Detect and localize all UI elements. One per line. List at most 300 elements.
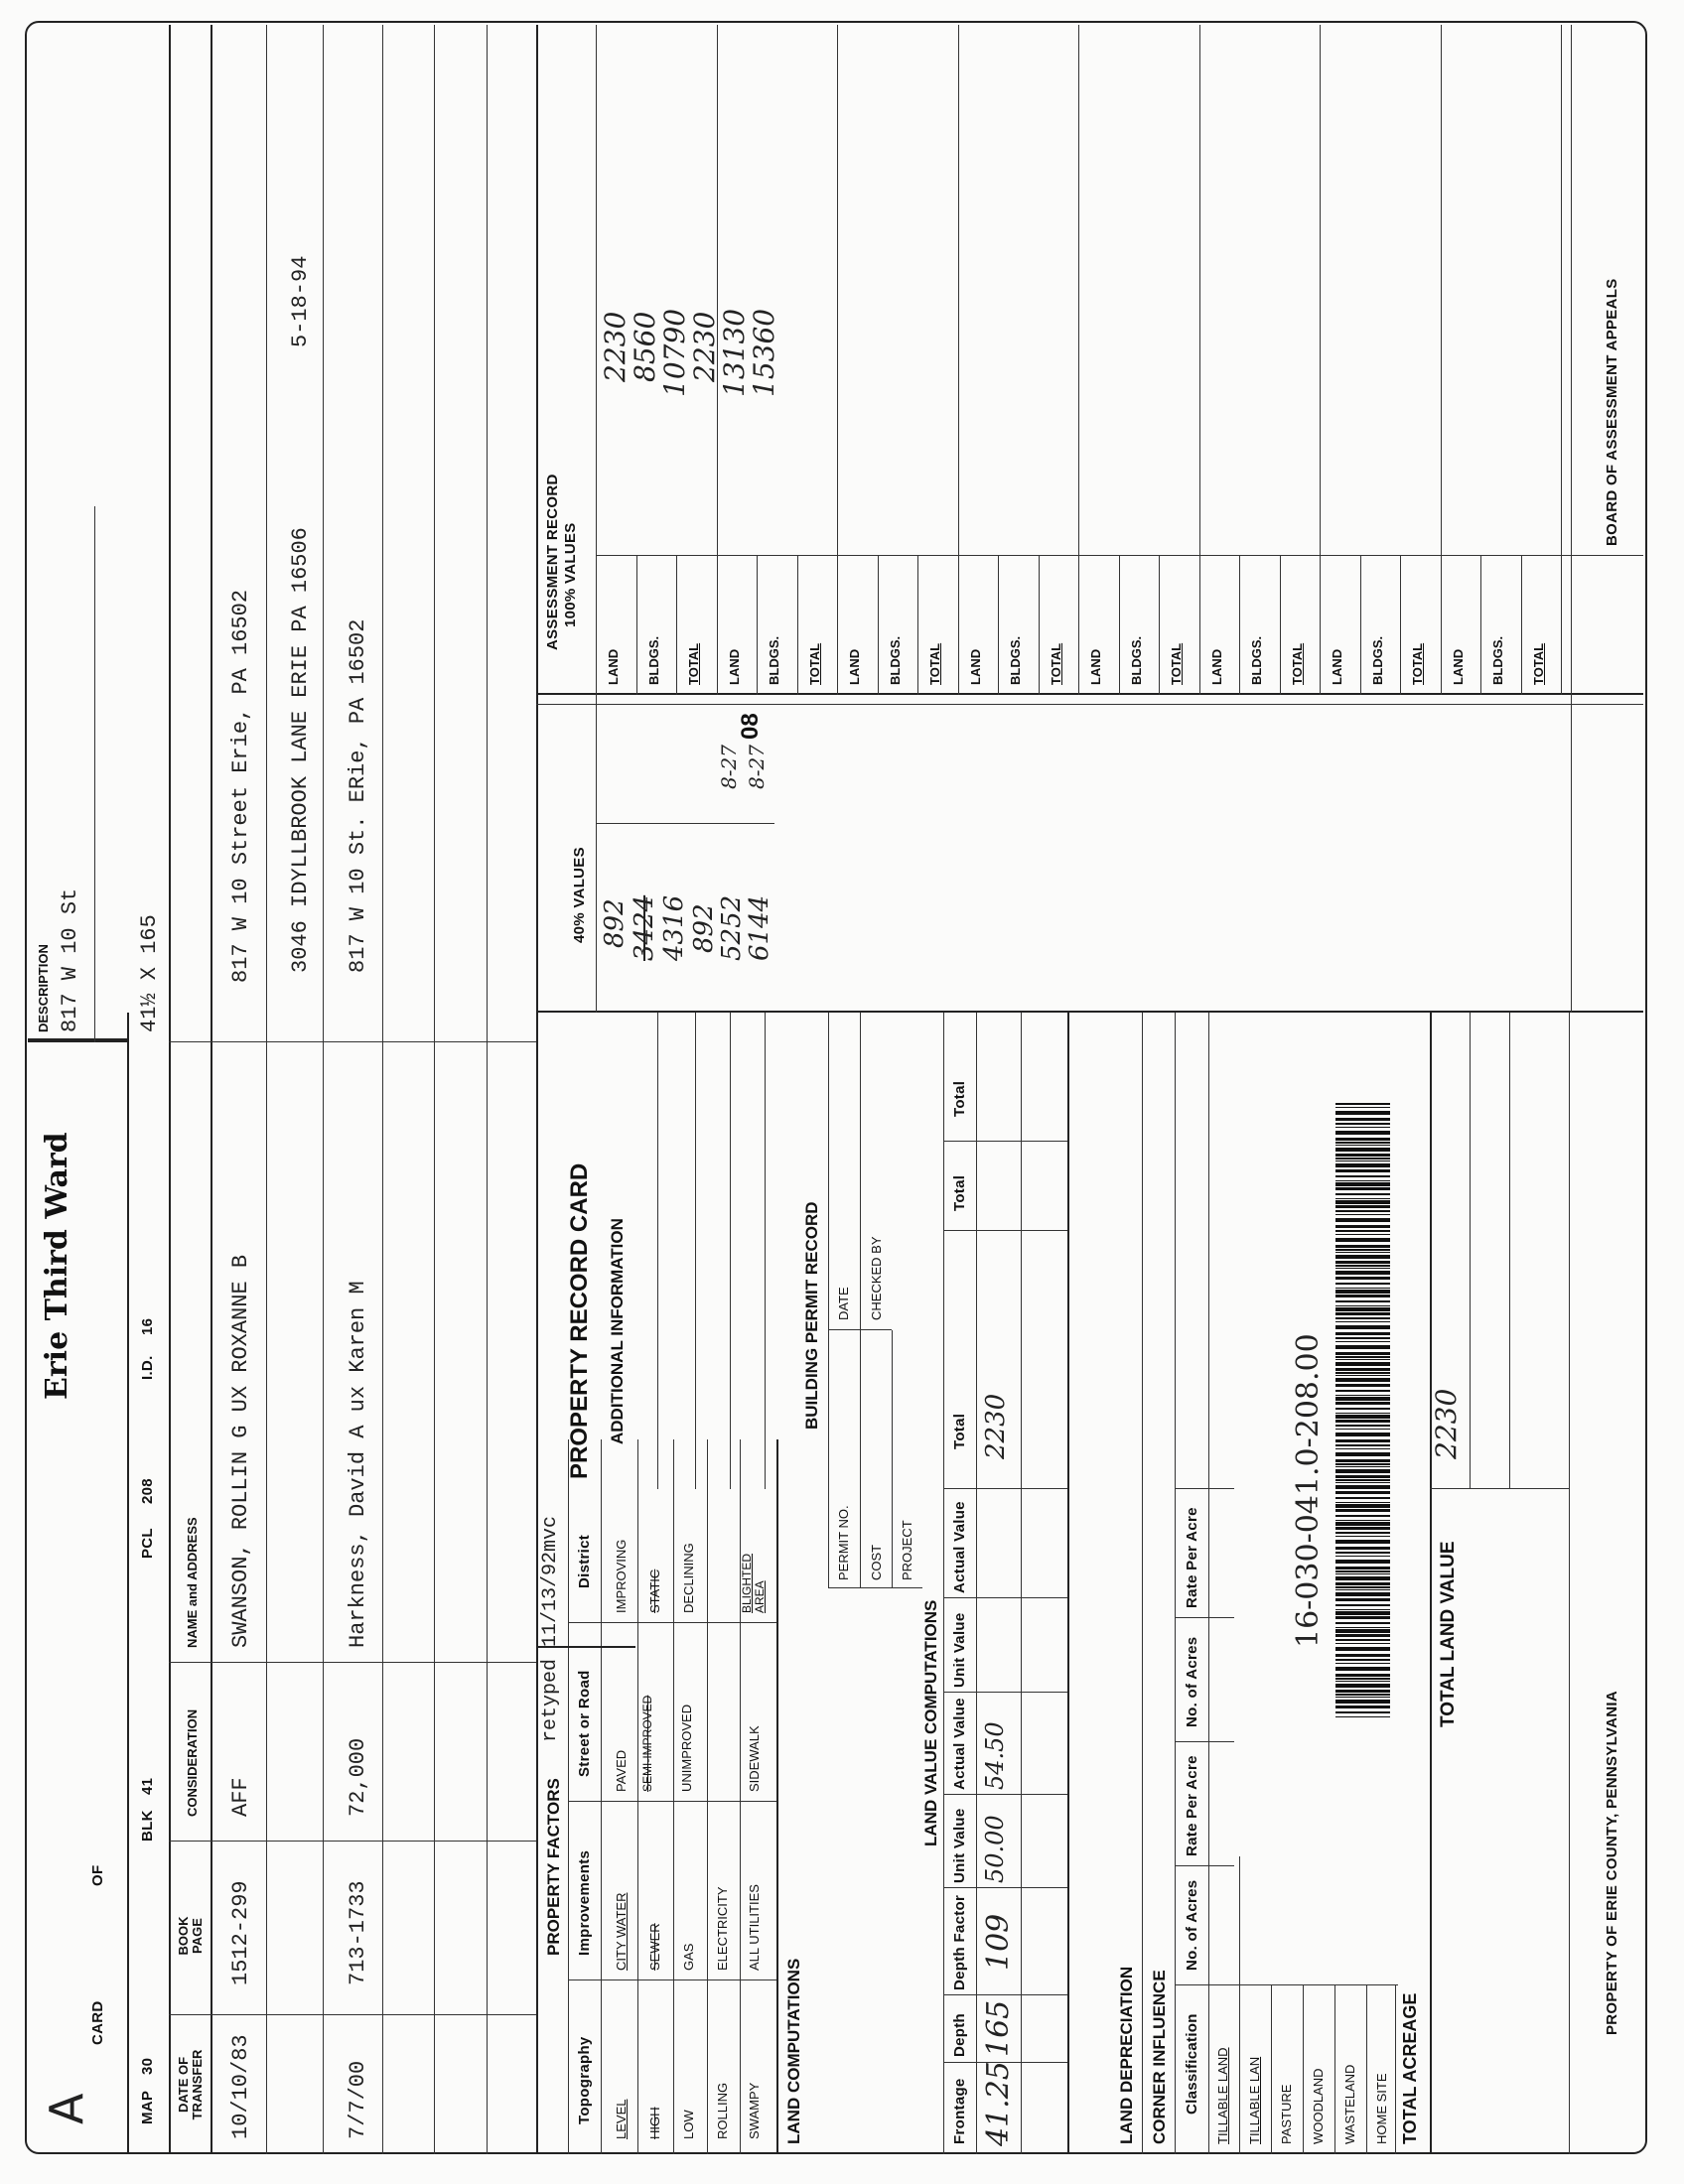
- transfer-row-line-1: [266, 25, 267, 2154]
- pf-col-div-3: [568, 1622, 776, 1623]
- lvc-actual-value: 54.50: [981, 1721, 1009, 1790]
- lvc-h-total-3: Total: [951, 1080, 968, 1117]
- id-value: 16: [139, 1317, 156, 1335]
- dep-col-4: [1175, 1617, 1234, 1618]
- barcode-bar: [1335, 1230, 1390, 1232]
- lvc-h-frontage: Frontage: [951, 2078, 968, 2144]
- transfer-3-consideration: 72,000: [346, 1737, 370, 1817]
- transfer-1-consideration: AFF: [228, 1777, 253, 1817]
- transfer-1-date: 10/10/83: [228, 2034, 253, 2139]
- assessment-row-label: TOTAL: [1289, 642, 1305, 685]
- transfer-3-date: 7/7/00: [346, 2060, 370, 2139]
- total-land-value-label: TOTAL LAND VALUE: [1438, 1541, 1459, 1727]
- dep-col-2: [1175, 1865, 1234, 1866]
- barcode-bar: [1335, 1697, 1390, 1698]
- assess-value-6: 15360: [748, 308, 780, 397]
- class-tillable-lan: TILLABLE LAN: [1247, 2056, 1262, 2144]
- lvc-frontage: 41.25: [981, 2061, 1016, 2146]
- dep-col-1: [1175, 1984, 1398, 1985]
- barcode-bar: [1335, 1245, 1390, 1248]
- barcode-bar: [1335, 1415, 1390, 1419]
- name-address-header: NAME and ADDRESS: [185, 1517, 200, 1648]
- card-border: [25, 21, 1647, 2154]
- barcode-bar: [1335, 1368, 1390, 1371]
- dep-row-5: [1366, 1985, 1367, 2154]
- barcode-bar: [1335, 1198, 1390, 1199]
- barcode-bar: [1335, 1520, 1390, 1521]
- district-blighted-area: BLIGHTED AREA: [740, 1553, 767, 1613]
- additional-information-label: ADDITIONAL INFORMATION: [608, 1218, 627, 1444]
- assessment-row-line: [1239, 556, 1240, 695]
- lvc-bottom: [1067, 1013, 1069, 2154]
- class-pasture: PASTURE: [1279, 2084, 1294, 2144]
- pf-title-line: [568, 1439, 569, 2154]
- barcode-bar: [1335, 1395, 1390, 1396]
- barcode-bar: [1335, 1647, 1390, 1651]
- barcode-bar: [1335, 1312, 1390, 1315]
- total-land-value: 2230: [1430, 1388, 1463, 1459]
- pf-bottom: [776, 1439, 778, 2154]
- middle-left-border: [536, 1646, 635, 1648]
- topo-rolling: ROLLING: [715, 2082, 730, 2139]
- barcode-bar: [1335, 1154, 1390, 1157]
- assessment-row-label: LAND: [1208, 648, 1224, 685]
- property-record-card-title: PROPERTY RECORD CARD: [566, 1162, 593, 1479]
- assessment-row-line: [1159, 556, 1160, 695]
- barcode-bar: [1335, 1556, 1390, 1557]
- lvc-unit-value: 50.00: [981, 1815, 1009, 1883]
- pf-row-1: [637, 1439, 638, 2154]
- dep-header-line: [1208, 1013, 1209, 2154]
- dep-row-6: [1395, 1985, 1396, 2154]
- barcode-bar: [1335, 1482, 1390, 1483]
- dep-row-4: [1334, 1985, 1335, 2154]
- assessment-row-line: [917, 556, 918, 695]
- barcode-bar: [1335, 1532, 1390, 1534]
- assessment-row-line: [1400, 556, 1401, 695]
- district-declining: DECLINING: [681, 1543, 696, 1613]
- pcl-label: PCL: [139, 1528, 156, 1559]
- values-40-title: 40% VALUES: [571, 847, 588, 943]
- barcode-bar: [1335, 1142, 1390, 1144]
- lvc-depth-factor: 109: [981, 1913, 1016, 1971]
- assessment-row-label: LAND: [726, 648, 742, 685]
- barcode-bar: [1335, 1332, 1390, 1335]
- transfer-col-1: [169, 2014, 536, 2015]
- tlv-row-3: [1569, 1013, 1570, 2154]
- assess-value-1: 2230: [599, 311, 632, 382]
- land-depreciation-label: LAND DEPRECIATION: [1117, 1966, 1136, 2144]
- barcode-bar: [1335, 1131, 1390, 1135]
- barcode-bar: [1335, 1163, 1390, 1167]
- lvc-depth: 165: [981, 1999, 1016, 2057]
- barcode-bar: [1335, 1515, 1390, 1517]
- street-paved: PAVED: [614, 1749, 629, 1792]
- barcode-bar: [1335, 1509, 1390, 1512]
- transfer-row-line-4: [434, 25, 435, 2154]
- middle-right-border: [536, 1011, 1643, 1013]
- barcode-bar: [1335, 1475, 1390, 1478]
- v40-value-5: 5252: [717, 894, 747, 961]
- barcode-bar: [1335, 1681, 1390, 1682]
- barcode-bar: [1335, 1378, 1390, 1382]
- pcl-value: 208: [139, 1478, 156, 1504]
- barcode-bar: [1335, 1567, 1390, 1570]
- imp-all-utilities: ALL UTILITIES: [747, 1884, 762, 1971]
- lvc-col-4: [943, 1794, 1067, 1795]
- barcode-bar: [1335, 1356, 1390, 1358]
- assessment-row-line: [1521, 556, 1522, 695]
- barcode-bar: [1335, 1234, 1390, 1235]
- assessment-title: ASSESSMENT RECORD: [544, 474, 561, 650]
- card-mark: A: [40, 2093, 93, 2124]
- assessment-row-label: TOTAL: [1169, 642, 1184, 685]
- barcode-bar: [1335, 1362, 1390, 1366]
- bpr-line-3: [892, 1330, 893, 1588]
- barcode-bar: [1335, 1359, 1390, 1360]
- assessment-row-label: TOTAL: [806, 642, 822, 685]
- barcode-bar: [1335, 1497, 1390, 1499]
- barcode-bar: [1335, 1325, 1390, 1329]
- barcode-bar: [1335, 1504, 1390, 1508]
- barcode-bar: [1335, 1540, 1390, 1544]
- barcode-bar: [1335, 1255, 1390, 1259]
- assessment-row-label: TOTAL: [927, 642, 942, 685]
- barcode-bar: [1335, 1193, 1390, 1195]
- id-label: I.D.: [139, 1355, 156, 1380]
- dep-h-rate-2: Rate Per Acre: [1184, 1507, 1200, 1608]
- lvc-col-6: [943, 1597, 1067, 1598]
- dep-bottom: [1430, 1013, 1432, 2154]
- barcode-bar: [1335, 1118, 1390, 1121]
- transfer-2-date: 5-18-94: [288, 255, 313, 347]
- barcode-bar: [1335, 1158, 1390, 1160]
- barcode-bar: [1335, 1576, 1390, 1580]
- pf-col-div-2: [568, 1801, 776, 1802]
- total-acreage-label: TOTAL ACREAGE: [1400, 1992, 1420, 2144]
- transfer-col-2: [169, 1841, 536, 1842]
- dep-line-2: [1175, 1013, 1176, 2154]
- barcode-bar: [1335, 1148, 1390, 1152]
- assessment-row-label: LAND: [967, 648, 983, 685]
- barcode-bar: [1335, 1375, 1390, 1376]
- transfer-col-4: [169, 1041, 536, 1042]
- barcode-bar: [1335, 1182, 1390, 1186]
- lvc-h-actual-value: Actual Value: [951, 1698, 968, 1790]
- v40-col-2: [536, 704, 1643, 705]
- barcode-bar: [1335, 1485, 1390, 1489]
- barcode-bar: [1335, 1317, 1390, 1319]
- bpr-line-2: [860, 1013, 861, 1588]
- lvc-title: LAND VALUE COMPUTATIONS: [921, 1599, 940, 1846]
- barcode-bar: [1335, 1420, 1390, 1423]
- assessment-row-line: [1441, 25, 1442, 695]
- corner-influence-label: CORNER INFLUENCE: [1150, 1970, 1169, 2144]
- tlv-row-1: [1470, 1013, 1471, 1489]
- barcode-bar: [1335, 1249, 1390, 1251]
- barcode-bar: [1335, 1145, 1390, 1146]
- barcode-bar: [1335, 1180, 1390, 1181]
- barcode-bar: [1335, 1609, 1390, 1610]
- pf-col-street: Street or Road: [576, 1670, 593, 1777]
- dep-row-1: [1239, 1856, 1240, 2154]
- dep-row-2: [1271, 1985, 1272, 2154]
- barcode-bar: [1335, 1448, 1390, 1449]
- barcode-bar: [1335, 1138, 1390, 1141]
- assess-value-2: 8560: [629, 311, 661, 382]
- ids-bottom-line: [169, 25, 171, 2154]
- v40-value-2: 3424: [630, 894, 659, 961]
- barcode-bar: [1335, 1413, 1390, 1414]
- transfer-3-name: Harkness, David A ux Karen M: [346, 1281, 370, 1648]
- assess-value-4: 2230: [688, 311, 721, 382]
- lvc-col-9: [943, 1141, 1067, 1142]
- barcode-bar: [1335, 1433, 1390, 1436]
- barcode-bar: [1335, 1589, 1390, 1590]
- barcode-bar: [1335, 1265, 1390, 1267]
- transfer-2-address: 3046 IDYLLBROOK LANE ERIE PA 16506: [288, 527, 313, 973]
- imp-city-water: CITY WATER: [614, 1892, 629, 1971]
- lvc-col-8: [943, 1230, 1067, 1231]
- barcode-bar: [1335, 1169, 1390, 1172]
- lvc-h-total-2: Total: [951, 1174, 968, 1211]
- lvc-col-1: [943, 2062, 1067, 2063]
- pf-col-div-1: [568, 1979, 776, 1980]
- assessment-row-label: TOTAL: [1530, 642, 1546, 685]
- barcode-bar: [1335, 1210, 1390, 1212]
- barcode-bar: [1335, 1288, 1390, 1289]
- v40-title-line: [596, 695, 597, 1013]
- barcode-bar: [1335, 1684, 1390, 1688]
- barcode-bar: [1335, 1469, 1390, 1473]
- transfer-3-book: 713-1733: [346, 1880, 370, 1985]
- consideration-header: CONSIDERATION: [185, 1708, 200, 1817]
- transfer-row-line-5: [487, 25, 488, 2154]
- barcode-bar: [1335, 1225, 1390, 1228]
- barcode-bar: [1335, 1200, 1390, 1204]
- tlv-col-1: [1430, 1488, 1569, 1489]
- barcode-bar: [1335, 1107, 1390, 1108]
- blk-label: BLK: [139, 1810, 156, 1842]
- v40-value-3: 4316: [659, 894, 689, 961]
- barcode-bar: [1335, 1522, 1390, 1526]
- class-home-site: HOME SITE: [1374, 2073, 1389, 2144]
- barcode-bar: [1335, 1402, 1390, 1405]
- header-bottom-line: [127, 1013, 129, 2154]
- barcode: [1335, 1092, 1390, 1717]
- barcode-bar: [1335, 1295, 1390, 1297]
- bpr-col-2: [828, 1329, 892, 1330]
- assessment-row-label: BLDGS.: [1369, 635, 1385, 685]
- barcode-bar: [1335, 1586, 1390, 1588]
- transfer-1-address: 817 W 10 Street Erie, PA 16502: [228, 589, 253, 983]
- pf-col-district: District: [576, 1534, 593, 1588]
- topo-swampy: SWAMPY: [747, 2082, 762, 2139]
- lvc-title-line: [943, 1013, 944, 2154]
- barcode-bar: [1335, 1570, 1390, 1572]
- transfer-3-address: 817 W 10 St. ERie, PA 16502: [346, 618, 370, 973]
- assessment-row-label: BLDGS.: [1249, 635, 1264, 685]
- middle-line-4: [765, 1013, 766, 1489]
- lvc-h-unit-value-2: Unit Value: [951, 1612, 968, 1688]
- retyped-note: retyped 11/13/92mvc: [539, 1515, 562, 1742]
- assessment-row-label: TOTAL: [686, 642, 701, 685]
- street-unimproved: UNIMPROVED: [679, 1704, 694, 1792]
- lvc-row-line-1: [1021, 1013, 1022, 2154]
- v40-value-4: 892: [689, 903, 719, 953]
- barcode-bar: [1335, 1678, 1390, 1680]
- barcode-bar: [1335, 1429, 1390, 1430]
- checked-by-label: CHECKED BY: [869, 1236, 884, 1320]
- barcode-bar: [1335, 1305, 1390, 1306]
- ward-title: Erie Third Ward: [40, 1132, 74, 1400]
- middle-line-2: [695, 1013, 696, 1489]
- barcode-bar: [1335, 1627, 1390, 1628]
- assessment-row-label: BLDGS.: [887, 635, 903, 685]
- class-woodland: WOODLAND: [1311, 2068, 1326, 2144]
- assessment-row-line: [1561, 25, 1562, 695]
- barcode-bar: [1335, 1463, 1390, 1465]
- assessment-row-line: [1480, 556, 1481, 695]
- barcode-bar: [1335, 1187, 1390, 1190]
- v40-mark-2: 8-27: [745, 745, 769, 789]
- barcode-bar: [1335, 1341, 1390, 1342]
- lvc-header-line: [976, 1013, 977, 2154]
- barcode-bar: [1335, 1639, 1390, 1641]
- barcode-bar: [1335, 1160, 1390, 1161]
- barcode-bar: [1335, 1536, 1390, 1537]
- barcode-bar: [1335, 1643, 1390, 1644]
- barcode-bar: [1335, 1629, 1390, 1633]
- barcode-bar: [1335, 1444, 1390, 1446]
- assessment-row-label: LAND: [1450, 648, 1466, 685]
- lvc-h-unit-value: Unit Value: [951, 1808, 968, 1883]
- assessment-row-line: [1199, 25, 1200, 695]
- assessment-row-label: LAND: [1088, 648, 1103, 685]
- date-label: DATE: [836, 1287, 851, 1320]
- barcode-bar: [1335, 1372, 1390, 1374]
- barcode-bar: [1335, 1700, 1390, 1704]
- assessment-row-line: [1360, 556, 1361, 695]
- description-underline: [94, 506, 95, 1042]
- topo-low: LOW: [681, 2110, 696, 2139]
- transfers-bottom-line: [536, 25, 538, 2154]
- barcode-bar: [1335, 1390, 1390, 1392]
- barcode-bar: [1335, 1452, 1390, 1456]
- barcode-bar: [1335, 1408, 1390, 1410]
- assess-title-line: [596, 25, 597, 695]
- class-tillable-land: TILLABLE LAND: [1215, 2047, 1230, 2144]
- property-factors-title: PROPERTY FACTORS: [544, 1778, 563, 1956]
- barcode-bar: [1335, 1277, 1390, 1280]
- barcode-bar: [1335, 1560, 1390, 1564]
- barcode-bar: [1335, 1527, 1390, 1530]
- assessment-row-line: [1078, 25, 1079, 695]
- imp-gas: GAS: [681, 1943, 696, 1971]
- lvc-h-actual-value-2: Actual Value: [951, 1501, 968, 1593]
- imp-sewer: SEWER: [647, 1923, 662, 1971]
- tlv-row-2: [1509, 1013, 1510, 1489]
- assess-mark: 08: [737, 713, 764, 740]
- lvc-h-total-1: Total: [951, 1413, 968, 1449]
- barcode-bar: [1335, 1268, 1390, 1269]
- barcode-bar: [1335, 1252, 1390, 1253]
- barcode-bar: [1335, 1659, 1390, 1661]
- barcode-bar: [1335, 1592, 1390, 1596]
- lvc-col-7: [943, 1488, 1067, 1489]
- transfer-row-line-2: [323, 25, 324, 2154]
- description-label: DESCRIPTION: [36, 944, 51, 1032]
- description-address: 817 W 10 St: [58, 887, 82, 1032]
- assessment-row-line: [1320, 25, 1321, 695]
- imp-electricity: ELECTRICITY: [715, 1886, 730, 1971]
- assessment-row-label: BLDGS.: [1128, 635, 1144, 685]
- v40-value-1: 892: [600, 898, 630, 948]
- assessment-row-line: [1119, 556, 1120, 695]
- project-label: PROJECT: [900, 1520, 914, 1580]
- dep-h-acres-1: No. of Acres: [1184, 1879, 1200, 1971]
- barcode-bar: [1335, 1663, 1390, 1664]
- middle-line-3: [730, 1013, 731, 1489]
- pf-header-line: [601, 1439, 602, 2154]
- barcode-bar: [1335, 1127, 1390, 1128]
- barcode-bar: [1335, 1439, 1390, 1442]
- assessment-row-line: [1039, 556, 1040, 695]
- transfer-header-line: [210, 25, 212, 2154]
- barcode-bar: [1335, 1674, 1390, 1677]
- barcode-bar: [1335, 1103, 1390, 1105]
- barcode-bar: [1335, 1667, 1390, 1671]
- bpr-col-1: [828, 1587, 922, 1588]
- dep-h-rate-1: Rate Per Acre: [1184, 1755, 1200, 1856]
- barcode-bar: [1335, 1552, 1390, 1554]
- dep-line-1: [1142, 1013, 1143, 2154]
- map-value: 30: [139, 2057, 156, 2075]
- v40-mark-1: 8-27: [717, 745, 741, 789]
- barcode-bar: [1335, 1261, 1390, 1264]
- assessment-row-label: TOTAL: [1048, 642, 1063, 685]
- map-label: MAP: [139, 2090, 156, 2124]
- lvc-col-2: [943, 1994, 1067, 1995]
- assessment-row-label: BLDGS.: [1008, 635, 1023, 685]
- permit-no-label: PERMIT NO.: [836, 1505, 851, 1580]
- pf-row-2: [673, 1439, 674, 2154]
- lvc-col-5: [943, 1692, 1067, 1693]
- assessment-row-label: LAND: [1330, 648, 1344, 685]
- v40-value-6: 6144: [745, 894, 774, 961]
- barcode-bar: [1335, 1111, 1390, 1115]
- topo-high: HIGH: [647, 2107, 662, 2139]
- assessment-row-label: BLDGS.: [645, 635, 661, 685]
- assess-value-3: 10790: [658, 308, 691, 397]
- footer-right: BOARD OF ASSESSMENT APPEALS: [1604, 278, 1620, 546]
- topo-level: LEVEL: [614, 2099, 629, 2139]
- barcode-bar: [1335, 1425, 1390, 1427]
- assessment-row-label: TOTAL: [1410, 642, 1425, 685]
- v40-col-1: [596, 823, 774, 824]
- middle-line-1: [657, 1013, 658, 1489]
- lvc-col-3: [943, 1887, 1067, 1888]
- barcode-bar: [1335, 1337, 1390, 1339]
- assessment-row-label: LAND: [606, 648, 621, 685]
- assessment-row-line: [676, 556, 677, 695]
- barcode-bar: [1335, 1634, 1390, 1637]
- barcode-bar: [1335, 1218, 1390, 1222]
- dep-row-3: [1303, 1985, 1304, 2154]
- barcode-bar: [1335, 1290, 1390, 1294]
- barcode-bar: [1335, 1321, 1390, 1322]
- bpr-line: [828, 1013, 829, 1588]
